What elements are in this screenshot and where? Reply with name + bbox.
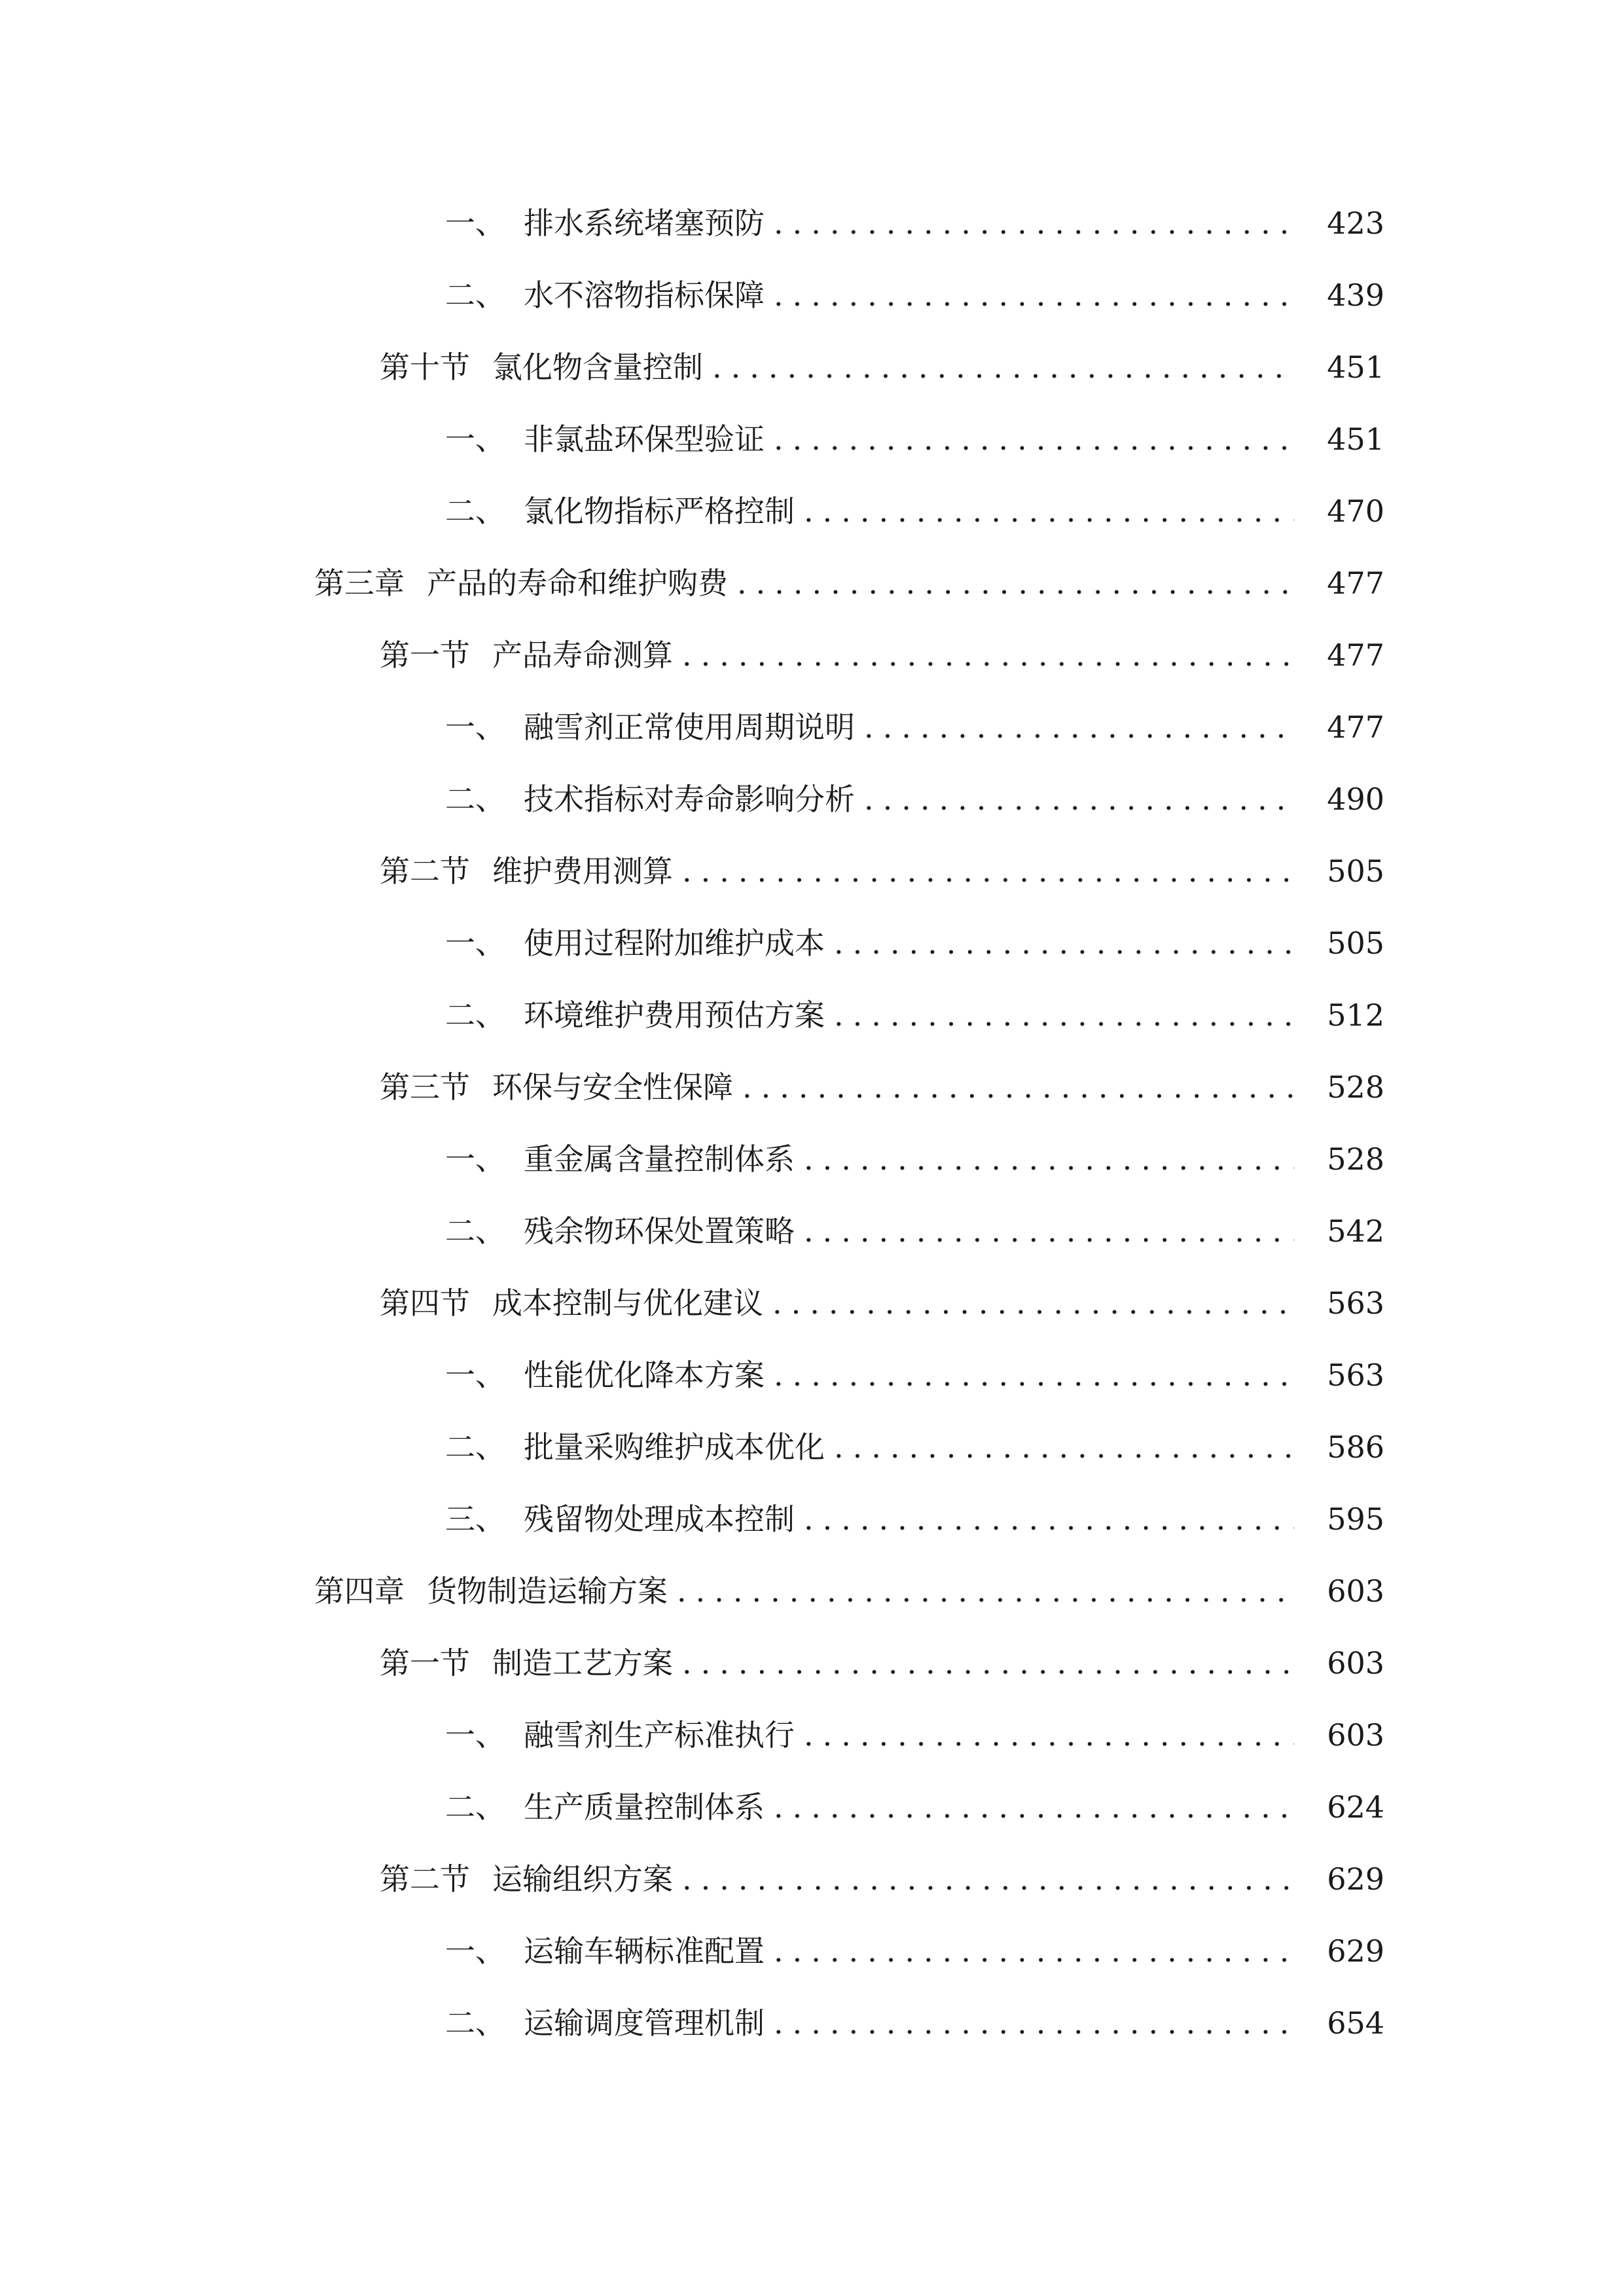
toc-entry-title: 氯化物含量控制 <box>492 350 703 385</box>
dot-leader <box>774 1936 1294 1966</box>
toc-entry[interactable] <box>0 1195 1624 1267</box>
dot-leader <box>682 1864 1294 1894</box>
toc-entry[interactable] <box>0 259 1624 331</box>
toc-entry-page: 477 <box>1327 709 1384 745</box>
toc-entry-page: 423 <box>1327 206 1384 241</box>
toc-entry-page: 595 <box>1327 1501 1384 1537</box>
toc-entry-title: 生产质量控制体系 <box>524 1789 765 1825</box>
toc-entry-page: 451 <box>1327 350 1384 385</box>
dot-leader <box>804 1504 1294 1534</box>
toc-entry-number: 二、 <box>445 493 505 529</box>
toc-entry-title: 水不溶物指标保障 <box>524 278 765 313</box>
toc-entry-title: 排水系统堵塞预防 <box>524 206 765 241</box>
toc-entry-page: 629 <box>1327 1861 1384 1897</box>
toc-entry-page: 451 <box>1327 422 1384 457</box>
toc-entry[interactable] <box>0 1123 1624 1195</box>
toc-entry-page: 477 <box>1327 565 1384 601</box>
toc-entry-page: 563 <box>1327 1357 1384 1393</box>
toc-entry-title: 产品寿命测算 <box>492 637 673 673</box>
dot-leader <box>804 1720 1294 1750</box>
toc-entry-title: 技术指标对寿命影响分析 <box>524 781 855 817</box>
dot-leader <box>864 712 1294 742</box>
toc-entry-page: 654 <box>1327 2005 1384 2041</box>
toc-entry[interactable] <box>0 1483 1624 1555</box>
toc-entry-page: 490 <box>1327 781 1384 817</box>
dot-leader <box>774 1360 1294 1390</box>
dot-leader <box>742 1072 1294 1102</box>
toc-entry-page: 477 <box>1327 637 1384 673</box>
toc-entry-number: 一、 <box>445 925 505 961</box>
dot-leader <box>677 1576 1294 1606</box>
toc-entry-number: 一、 <box>445 1717 505 1753</box>
toc-entry-number: 二、 <box>445 997 505 1033</box>
toc-entry[interactable] <box>0 1339 1624 1411</box>
toc-entry-number: 第三章 <box>314 565 405 601</box>
toc-entry[interactable] <box>0 907 1624 979</box>
toc-entry-title: 融雪剂正常使用周期说明 <box>524 709 855 745</box>
toc-entry-page: 629 <box>1327 1933 1384 1969</box>
toc-entry[interactable] <box>0 1627 1624 1699</box>
toc-entry-page: 528 <box>1327 1141 1384 1177</box>
toc-entry-title: 性能优化降本方案 <box>524 1357 765 1393</box>
dot-leader <box>834 1432 1294 1462</box>
toc-entry[interactable] <box>0 763 1624 835</box>
dot-leader <box>737 568 1294 598</box>
toc-entry-page: 505 <box>1327 925 1384 961</box>
toc-entry-title: 使用过程附加维护成本 <box>524 925 825 961</box>
toc-entry[interactable] <box>0 331 1624 403</box>
toc-entry[interactable] <box>0 187 1624 259</box>
toc-entry[interactable] <box>0 619 1624 691</box>
toc-entry-number: 二、 <box>445 781 505 817</box>
dot-leader <box>804 1144 1294 1174</box>
toc-entry-number: 第十节 <box>380 350 470 385</box>
toc-entry[interactable] <box>0 1699 1624 1771</box>
toc-entry-title: 残留物处理成本控制 <box>524 1501 795 1537</box>
toc-entry-number: 二、 <box>445 1789 505 1825</box>
toc-entry[interactable] <box>0 1843 1624 1915</box>
toc-entry-page: 439 <box>1327 278 1384 313</box>
toc-entry[interactable] <box>0 1555 1624 1627</box>
dot-leader <box>774 424 1294 454</box>
toc-entry[interactable] <box>0 1267 1624 1339</box>
toc-entry-title: 环保与安全性保障 <box>492 1069 733 1105</box>
toc-entry-page: 505 <box>1327 853 1384 889</box>
toc-entry[interactable] <box>0 475 1624 547</box>
toc-entry-page: 603 <box>1327 1645 1384 1681</box>
toc-entry-title: 制造工艺方案 <box>492 1645 673 1681</box>
toc-entry-title: 融雪剂生产标准执行 <box>524 1717 795 1753</box>
toc-entry-title: 运输车辆标准配置 <box>524 1933 765 1969</box>
toc-entry-title: 产品的寿命和维护购费 <box>427 565 728 601</box>
toc-entry-page: 603 <box>1327 1573 1384 1609</box>
toc-entry-title: 非氯盐环保型验证 <box>524 422 765 457</box>
dot-leader <box>682 856 1294 886</box>
toc-entry-title: 货物制造运输方案 <box>427 1573 668 1609</box>
toc-entry-number: 第二节 <box>380 853 470 889</box>
toc-entry[interactable] <box>0 1771 1624 1843</box>
toc-entry-number: 一、 <box>445 1141 505 1177</box>
toc-entry-title: 成本控制与优化建议 <box>492 1285 763 1321</box>
dot-leader <box>774 1792 1294 1822</box>
dot-leader <box>682 640 1294 670</box>
toc-entry[interactable] <box>0 1411 1624 1483</box>
toc-entry-page: 563 <box>1327 1285 1384 1321</box>
toc-entry-page: 470 <box>1327 493 1384 529</box>
toc-entry-title: 残余物环保处置策略 <box>524 1213 795 1249</box>
dot-leader <box>864 784 1294 814</box>
dot-leader <box>772 1288 1294 1318</box>
toc-entry-number: 第一节 <box>380 1645 470 1681</box>
toc-entry[interactable] <box>0 835 1624 907</box>
toc-entry-number: 第一节 <box>380 637 470 673</box>
toc-entry-page: 624 <box>1327 1789 1384 1825</box>
toc-entry-title: 氯化物指标严格控制 <box>524 493 795 529</box>
toc-entry-page: 528 <box>1327 1069 1384 1105</box>
toc-entry-number: 二、 <box>445 2005 505 2041</box>
toc-entry-number: 第四节 <box>380 1285 470 1321</box>
dot-leader <box>712 352 1294 382</box>
toc-entry-number: 二、 <box>445 1213 505 1249</box>
toc-entry-title: 重金属含量控制体系 <box>524 1141 795 1177</box>
dot-leader <box>804 1216 1294 1246</box>
dot-leader <box>682 1648 1294 1678</box>
dot-leader <box>774 2008 1294 2038</box>
toc-entry[interactable] <box>0 691 1624 763</box>
toc-entry-title: 维护费用测算 <box>492 853 673 889</box>
toc-entry-number: 第四章 <box>314 1573 405 1609</box>
dot-leader <box>804 496 1294 526</box>
toc-entry[interactable] <box>0 547 1624 619</box>
toc-entry[interactable] <box>0 1051 1624 1123</box>
dot-leader <box>774 208 1294 238</box>
toc-entry-title: 批量采购维护成本优化 <box>524 1429 825 1465</box>
dot-leader <box>834 928 1294 958</box>
toc-entry-title: 运输组织方案 <box>492 1861 673 1897</box>
toc-entry-title: 环境维护费用预估方案 <box>524 997 825 1033</box>
toc-entry[interactable] <box>0 403 1624 475</box>
table-of-contents <box>0 187 1624 2059</box>
toc-entry[interactable] <box>0 1915 1624 1987</box>
toc-entry[interactable] <box>0 1987 1624 2059</box>
toc-entry-title: 运输调度管理机制 <box>524 2005 765 2041</box>
toc-entry-number: 一、 <box>445 1933 505 1969</box>
toc-entry-number: 二、 <box>445 278 505 313</box>
toc-entry-number: 三、 <box>445 1501 505 1537</box>
toc-entry-number: 一、 <box>445 206 505 241</box>
toc-entry-number: 一、 <box>445 422 505 457</box>
toc-entry-number: 第二节 <box>380 1861 470 1897</box>
toc-entry[interactable] <box>0 979 1624 1051</box>
dot-leader <box>834 1000 1294 1030</box>
dot-leader <box>774 280 1294 310</box>
toc-entry-number: 一、 <box>445 1357 505 1393</box>
toc-entry-page: 586 <box>1327 1429 1384 1465</box>
toc-entry-number: 第三节 <box>380 1069 470 1105</box>
toc-entry-number: 一、 <box>445 709 505 745</box>
toc-entry-number: 二、 <box>445 1429 505 1465</box>
toc-entry-page: 512 <box>1327 997 1384 1033</box>
toc-entry-page: 603 <box>1327 1717 1384 1753</box>
toc-entry-page: 542 <box>1327 1213 1384 1249</box>
